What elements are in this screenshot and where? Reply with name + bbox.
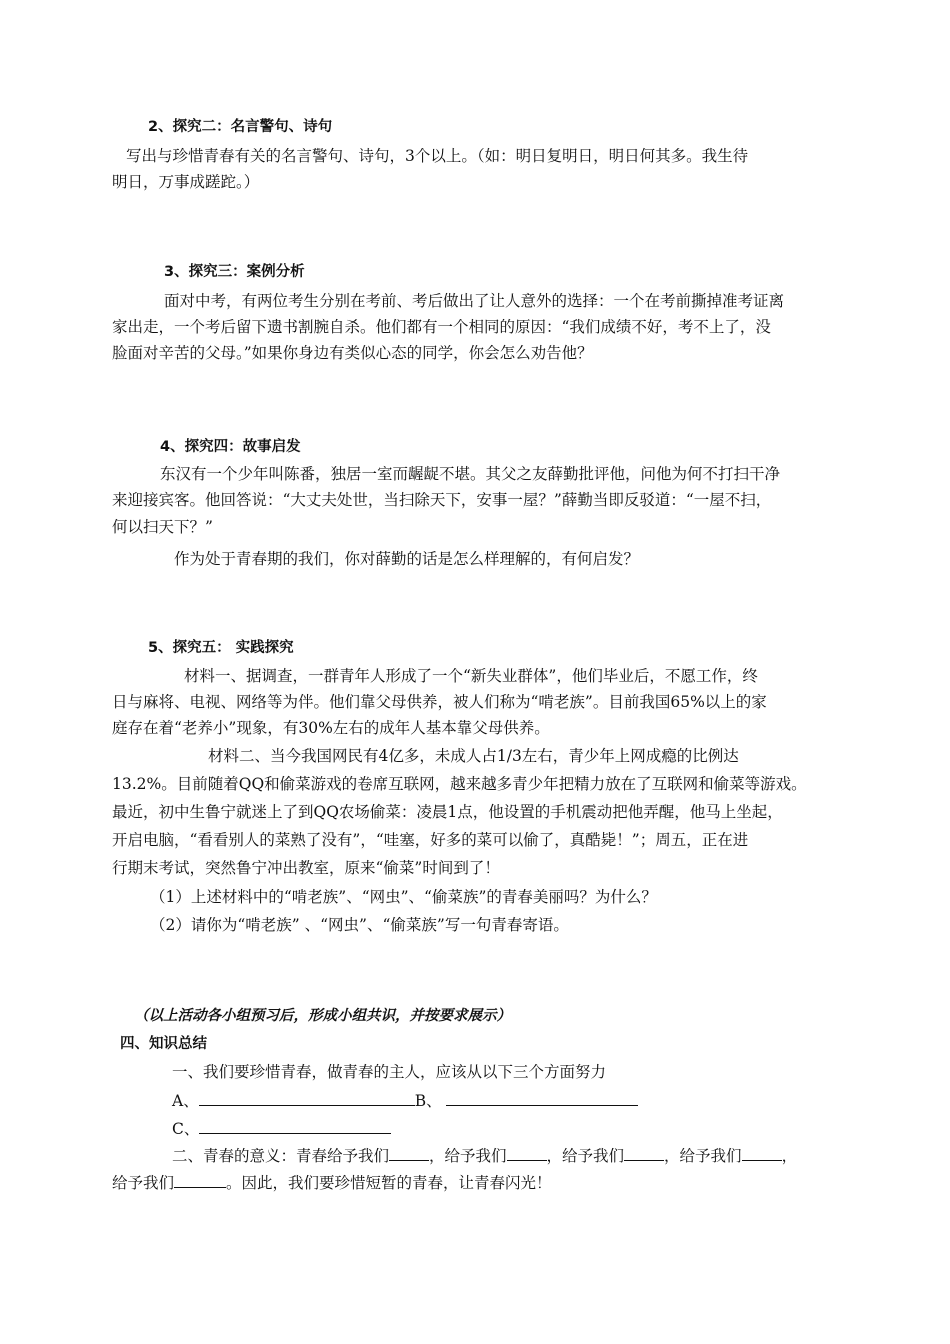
section-5-material-2-line-4: 开启电脑，“看看别人的菜熟了没有”，“哇塞，好多的菜可以偷了，真酷毙！”；周五，正在进 bbox=[112, 831, 749, 849]
summary-point-2-line-2 bbox=[112, 1170, 552, 1196]
section-3-text-line-1: 面对中考，有两位考生分别在考前、考后做出了让人意外的选择：一个在考前撕掉准考证离 bbox=[164, 292, 785, 310]
answer-line-ab bbox=[172, 1088, 638, 1114]
meaning-blank-5[interactable] bbox=[174, 1172, 226, 1188]
summary-point-2-text-6: 给予我们 bbox=[112, 1174, 175, 1192]
summary-point-1: 一、我们要珍惜青春，做青春的主人，应该从以下三个方面努力 bbox=[172, 1063, 607, 1081]
activity-note: （以上活动各小组预习后，形成小组共识，并按要求展示） bbox=[134, 1008, 511, 1024]
section-2-text-line-1: 写出与珍惜青春有关的名言警句、诗句，3个以上。（如：明日复明日，明日何其多。我生待 bbox=[126, 147, 749, 165]
meaning-blank-4[interactable] bbox=[742, 1145, 782, 1161]
summary-point-2-text-7: 。因此，我们要珍惜短暂的青春，让青春闪光！ bbox=[226, 1174, 552, 1192]
summary-point-2-text-5: ， bbox=[781, 1147, 798, 1165]
answer-c-label: C、 bbox=[172, 1120, 200, 1138]
summary-point-2-text-4: ，给予我们 bbox=[664, 1147, 742, 1165]
section-5-material-1-line-2: 日与麻将、电视、网络等为伴。他们靠父母供养，被人们称为“啃老族”。目前我国65%以上的家 bbox=[112, 693, 767, 711]
section-5-material-2-line-3: 最近，初中生鲁宁就迷上了到QQ农场偷菜：凌晨1点，他设置的手机震动把他弄醒，他马上坐起， bbox=[112, 803, 783, 821]
section-2-text-line-2: 明日，万事成蹉跎。） bbox=[112, 173, 260, 191]
section-3-text-line-2: 家出走，一个考后留下遗书割腕自杀。他们都有一个相同的原因：“我们成绩不好，考不上了，没 bbox=[112, 318, 771, 336]
summary-point-2-text-2: ，给予我们 bbox=[429, 1147, 507, 1165]
section-5-question-1: （1）上述材料中的“啃老族”、“网虫”、“偷菜族”的青春美丽吗？为什么？ bbox=[150, 888, 657, 906]
section-4-text-line-1: 东汉有一个少年叫陈番，独居一室而龌龊不堪。其父之友薛勤批评他，问他为何不打扫干净 bbox=[160, 465, 781, 483]
section-5-material-2-line-5: 行期末考试，突然鲁宁冲出教室，原来“偷菜”时间到了！ bbox=[112, 859, 500, 877]
answer-c-blank[interactable] bbox=[199, 1118, 391, 1134]
summary-point-2-line-1 bbox=[172, 1143, 797, 1169]
summary-point-2-text-3: ，给予我们 bbox=[546, 1147, 625, 1165]
answer-b-blank[interactable] bbox=[446, 1090, 638, 1106]
section-5-material-1-line-3: 庭存在着“老养小”现象，有30%左右的成年人基本靠父母供养。 bbox=[112, 719, 550, 737]
section-5-question-2: （2）请你为“啃老族” 、“网虫”、“偷菜族”写一句青春寄语。 bbox=[150, 916, 569, 934]
section-5-material-2-line-2: 13.2%。目前随着QQ和偷菜游戏的卷席互联网，越来越多青少年把精力放在了互联网和偷菜等游戏。 bbox=[112, 775, 807, 793]
section-2-heading: 2、探究二：名言警句、诗句 bbox=[148, 119, 333, 135]
section-4-heading: 4、探究四：故事启发 bbox=[160, 439, 301, 455]
answer-line-c bbox=[172, 1116, 391, 1142]
section-4-text-line-3: 何以扫天下？” bbox=[112, 518, 213, 536]
answer-a-blank[interactable] bbox=[199, 1090, 415, 1106]
summary-point-2-text-1: 二、青春的意义：青春给予我们 bbox=[172, 1147, 390, 1165]
knowledge-summary-heading: 四、知识总结 bbox=[120, 1036, 207, 1052]
section-3-text-line-3: 脸面对辛苦的父母。”如果你身边有类似心态的同学，你会怎么劝告他？ bbox=[112, 344, 593, 362]
section-5-material-1-line-1: 材料一、据调查，一群青年人形成了一个“新失业群体”，他们毕业后，不愿工作，终 bbox=[184, 667, 758, 685]
meaning-blank-2[interactable] bbox=[507, 1145, 547, 1161]
section-3-heading: 3、探究三：案例分析 bbox=[164, 264, 305, 280]
meaning-blank-1[interactable] bbox=[389, 1145, 429, 1161]
section-5-heading: 5、探究五： 实践探究 bbox=[148, 640, 294, 656]
meaning-blank-3[interactable] bbox=[624, 1145, 664, 1161]
section-5-material-2-line-1: 材料二、当今我国网民有4亿多，未成人占1/3左右，青少年上网成瘾的比例达 bbox=[208, 747, 739, 765]
section-4-text-line-2: 来迎接宾客。他回答说：“大丈夫处世，当扫除天下，安事一屋？”薛勤当即反驳道：“一屋不扫， bbox=[112, 491, 772, 509]
answer-b-label: B、 bbox=[414, 1092, 442, 1110]
section-4-question: 作为处于青春期的我们，你对薛勤的话是怎么样理解的，有何启发？ bbox=[174, 550, 640, 568]
answer-a-label: A、 bbox=[172, 1092, 199, 1110]
